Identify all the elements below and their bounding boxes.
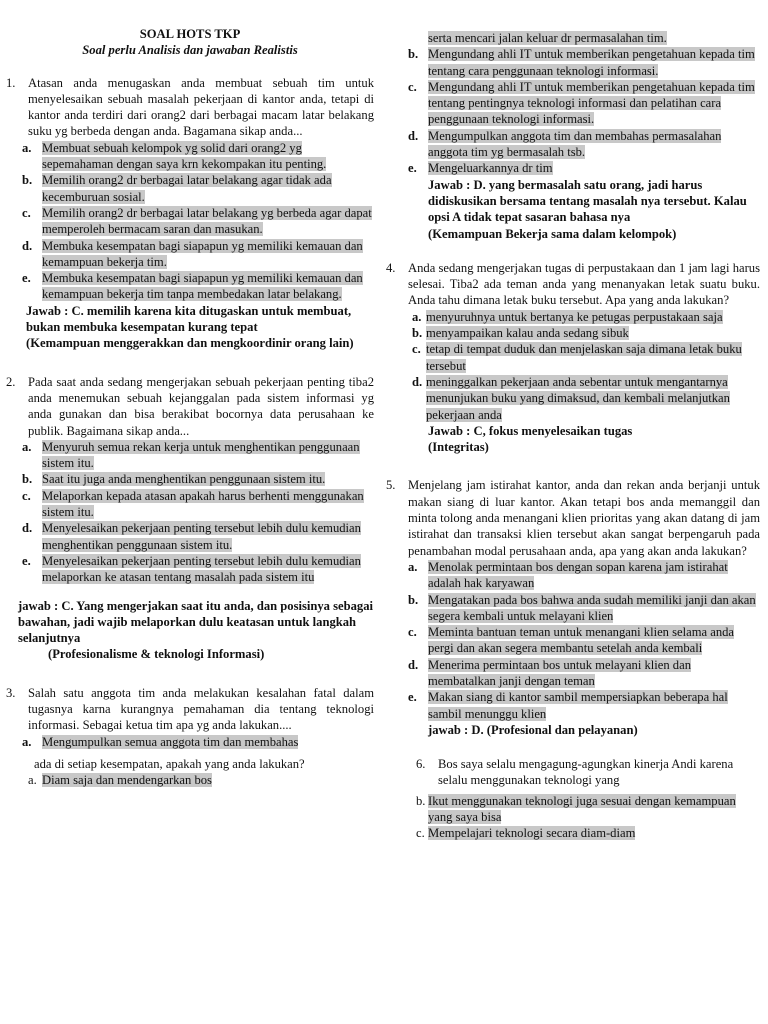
question-2 <box>6 374 374 439</box>
option-b: b. Memilih orang2 dr berbagai latar belakang agar tidak ada kecemburuan sosial. <box>22 173 332 204</box>
option-b: b. Ikut menggunakan teknologi juga sesuai dengan kemampuan yang saya bisa <box>416 793 736 825</box>
q6-option-a: a. Diam saja dan mendengarkan bos <box>28 773 212 788</box>
q5-answer: jawab : D. (Profesional dan pelayanan) <box>428 722 638 737</box>
question-text: Menjelang jam istirahat kantor, anda dan rekan anda berjanji untuk makan siang di luar kantor. Akan tetapi bos anda memanggil dan minta tolong anda menangani klien prioritas yang akan datang di jam istirahat dan transaksi klien tersebut akan sangat berpengaruh pada penambahan modal perusahaan anda, apa yang akan anda lakukan? <box>408 478 760 558</box>
question-text: Bos saya selalu mengagung-agungkan kinerja Andi karena selalu menggunakan teknologi yang <box>438 757 734 788</box>
option-a: a. Mengumpulkan semua anggota tim dan membahas <box>22 734 299 749</box>
q6-text-tail: ada di setiap kesempatan, apakah yang anda lakukan? <box>34 756 305 771</box>
option-c: c. Mengundang ahli IT untuk memberikan pengetahuan kepada tim tentang pentingnya teknologi informasi dan pelatihan cara penggunaan teknologi informasi. <box>408 79 755 127</box>
right-column <box>386 0 760 842</box>
question-4 <box>386 260 760 309</box>
q4-options <box>412 309 760 423</box>
q2-options <box>22 439 374 586</box>
option-d: d. Menyelesaikan pekerjaan penting tersebut lebih dulu kemudian menghentikan penggunaan sistem itu. <box>22 521 361 552</box>
question-1 <box>6 75 374 140</box>
question-text: Anda sedang mengerjakan tugas di perpustakaan dan 1 jam lagi harus selesai. Tiba2 ada teman anda yang menanyakan letak suatu buku. Anda tahu dimana letak buku tersebut. Apa yang anda lakukan? <box>408 260 760 308</box>
option-c: c. Memilih orang2 dr berbagai latar belakang yg berbeda agar dapat memperoleh bermacam saran dan masukan. <box>22 205 372 237</box>
option-c: c. Melaporkan kepada atasan apakah harus berhenti menggunakan sistem itu. <box>22 488 364 520</box>
option-e: e. Menyelesaikan pekerjaan penting tersebut lebih dulu kemudian melaporkan ke atasan tentang masalah pada sistem itu <box>22 553 361 585</box>
question-3 <box>6 685 374 734</box>
document-header <box>6 26 374 59</box>
q1-answer: Jawab : C. memilih karena kita ditugaskan untuk membuat, bukan membuka kesempatan kurang tepat (Kemampuan menggerakkan dan mengkoordinir orang lain) <box>26 303 374 352</box>
q2-answer: jawab : C. Yang mengerjakan saat itu anda, dan posisinya sebagai bawahan, jadi wajib melaporkan dulu keatasan untuk langkah selanjutnya (Profesionalisme & teknologi Informasi) <box>18 598 374 662</box>
option-d: d. Menerima permintaan bos untuk melayani klien dan membatalkan janji dengan teman <box>408 657 691 688</box>
q3-category: (Kemampuan Bekerja sama dalam kelompok) <box>428 226 677 241</box>
option-b: b. Saat itu juga anda menghentikan penggunaan sistem itu. <box>22 472 326 487</box>
option-a: a. Menyuruh semua rekan kerja untuk menghentikan penggunaan sistem itu. <box>22 439 360 471</box>
q1-category: (Kemampuan menggerakkan dan mengkoordinir orang lain) <box>26 336 354 351</box>
option-c: c. Mempelajari teknologi secara diam-diam <box>416 826 636 841</box>
question-number: 5. <box>386 478 396 493</box>
question-number: 1. <box>6 75 16 90</box>
q5-options <box>408 559 760 722</box>
option-e: e. Mengeluarkannya dr tim <box>408 161 553 176</box>
q3-options-cont <box>408 46 760 176</box>
question-text: Atasan anda menugaskan anda membuat sebuah tim untuk menyelesaikan sebuah masalah pekerjaan di kantor anda, tetapi di kantor anda terdiri dari orang2 dari berbagai macam latar belakang suku yg berbeda dengan anda. Bagamana sikap anda... <box>28 75 374 139</box>
option-d: d. Mengumpulkan anggota tim dan membahas permasalahan anggota tim yg bermasalah tsb. <box>408 128 722 160</box>
q2-category: (Profesionalisme & teknologi Informasi) <box>48 647 265 662</box>
question-text: Pada saat anda sedang mengerjakan sebuah pekerjaan penting tiba2 anda menemukan sebuah kejanggalan pada sistem informasi yg anda gunakan dan bisa berakibat bocornya data perusahaan ke publik. Bagaimana sikap anda... <box>28 374 374 438</box>
question-6 <box>416 756 752 789</box>
q1-options <box>22 140 374 303</box>
question-number: 3. <box>6 685 16 700</box>
option-a: a. menyuruhnya untuk bertanya ke petugas perpustakaan saja <box>412 309 723 324</box>
option-c: c. Meminta bantuan teman untuk menangani klien selama anda pergi dan akan segera membantu setelah anda kembali <box>408 625 735 656</box>
option-c: c. tetap di tempat duduk dan menjelaskan saja dimana letak buku tersebut <box>412 342 742 373</box>
q3-answer: Jawab : D. yang bermasalah satu orang, jadi harus didiskusikan bersama tentang masalah nya tersebut. Kalau opsi A tidak tepat sasaran bahasa nya (Kemampuan Bekerja sama dalam kelompok) <box>428 177 760 242</box>
option-b: b. menyampaikan kalau anda sedang sibuk <box>412 326 629 341</box>
question-number: 2. <box>6 374 16 389</box>
option-d: d. Membuka kesempatan bagi siapapun yg memiliki kemauan dan kemampuan bekerja tim. <box>22 238 363 269</box>
question-number: 6. <box>416 757 426 772</box>
left-column <box>6 0 374 788</box>
q3-options <box>22 734 374 750</box>
option-d: d. meninggalkan pekerjaan anda sebentar untuk mengantarnya menunjukan buku yang dimaksud, dan kembali melanjutkan pekerjaan anda <box>412 374 730 422</box>
option-a: a. Menolak permintaan bos dengan sopan karena jam istirahat adalah hak karyawan <box>408 559 728 591</box>
question-text: Salah satu anggota tim anda melakukan kesalahan fatal dalam tugasnya karna kurangnya pemahaman dia tentang teknologi informasi. Sebagai ketua tim apa yg anda lakukan.... <box>28 685 374 733</box>
option-e: e. Makan siang di kantor sambil mempersiapkan beberapa hal sambil menunggu klien <box>408 690 728 721</box>
question-number: 4. <box>386 260 396 275</box>
q3-continued: serta mencari jalan keluar dr permasalahan tim. <box>428 31 667 45</box>
q4-answer: Jawab : C, fokus menyelesaikan tugas (Integritas) <box>428 423 760 456</box>
doc-title: SOAL HOTS TKP <box>139 27 241 41</box>
option-e: e. Membuka kesempatan bagi siapapun yg memiliki kemauan dan kemampuan bekerja tim tanpa membedakan latar belakang. <box>22 271 363 302</box>
q4-category: (Integritas) <box>428 440 489 455</box>
doc-subtitle: Soal perlu Analisis dan jawaban Realistis <box>82 43 298 58</box>
q6-options <box>416 793 746 842</box>
option-b: b. Mengatakan pada bos bahwa anda sudah memiliki janji dan akan segera kembali untuk melayani klien <box>408 592 756 623</box>
option-a: a. Membuat sebuah kelompok yg solid dari orang2 yg sepemahaman dengan saya krn kekompakan itu penting. <box>22 140 327 172</box>
question-5 <box>386 477 760 558</box>
option-b: b. Mengundang ahli IT untuk memberikan pengetahuan kepada tim tentang cara penggunaan teknologi informasi. <box>408 47 755 78</box>
